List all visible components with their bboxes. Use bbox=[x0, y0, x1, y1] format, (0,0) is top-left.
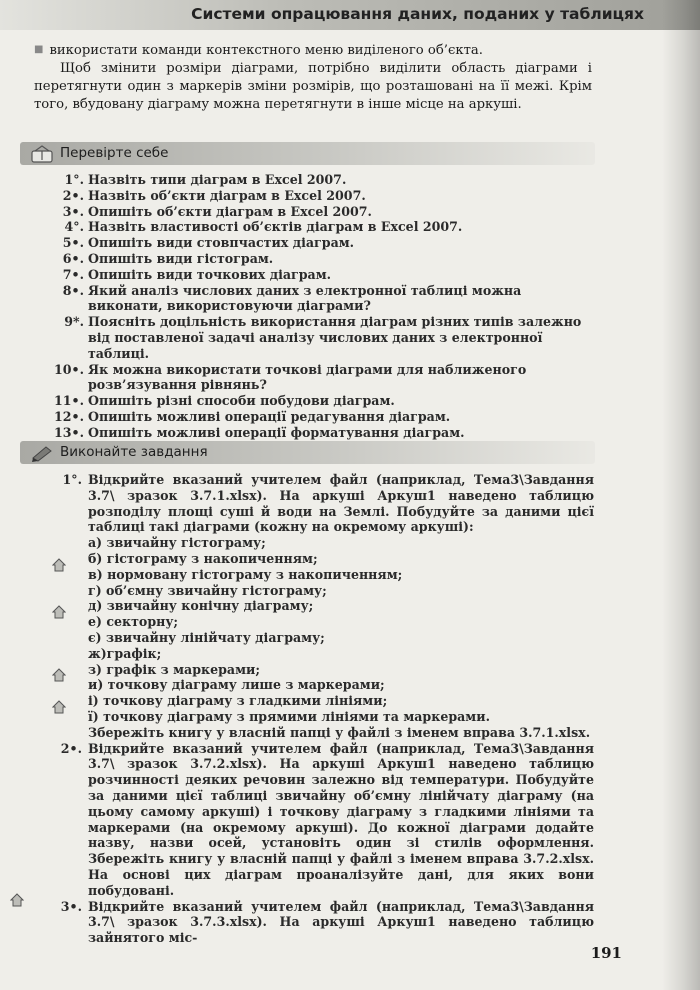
home-task-icon bbox=[52, 605, 66, 619]
intro-bullet-text: використати команди контекстного меню виділеного об’єкта. bbox=[49, 43, 483, 58]
list-item bbox=[34, 314, 594, 361]
item-text: Опишіть можливі операції форматування діаграм. bbox=[88, 424, 465, 440]
task-number: 2•. bbox=[60, 740, 82, 756]
sub-item: а) звичайну гістограму; bbox=[88, 535, 266, 551]
task-item bbox=[34, 741, 594, 899]
item-number: 6•. bbox=[62, 250, 84, 266]
home-task-icon bbox=[10, 893, 24, 907]
item-number: 5•. bbox=[62, 235, 84, 251]
sub-item: і) точкову діаграму з гладкими лініями; bbox=[88, 693, 388, 709]
list-item bbox=[34, 283, 594, 315]
list-item bbox=[34, 425, 594, 441]
page-number: 191 bbox=[590, 944, 622, 962]
check-questions-list bbox=[34, 172, 594, 441]
intro-bullet-line bbox=[34, 41, 592, 60]
bullet-icon: ■ bbox=[34, 44, 44, 55]
sub-item: б) гістограму з накопиченням; bbox=[88, 550, 318, 566]
list-item bbox=[34, 219, 594, 235]
home-task-icon bbox=[52, 558, 66, 572]
sub-item: и) точкову діаграму лише з маркерами; bbox=[88, 677, 385, 693]
item-number: 13•. bbox=[54, 424, 84, 440]
task-number: 3•. bbox=[60, 898, 82, 914]
task-item bbox=[34, 899, 594, 946]
item-text: Опишіть можливі операції редагування діаграм. bbox=[88, 408, 451, 424]
section-header-check bbox=[20, 142, 595, 165]
sub-item: є) звичайну лінійчату діаграму; bbox=[88, 629, 325, 645]
item-text: Опишіть види стовпчастих діаграм. bbox=[88, 235, 355, 251]
sub-item: ї) точкову діаграму з прямими лініями та маркерами. bbox=[88, 708, 490, 724]
pencil-icon bbox=[30, 444, 54, 462]
chapter-header-band bbox=[0, 0, 700, 30]
item-number: 10•. bbox=[54, 361, 84, 377]
list-item bbox=[34, 409, 594, 425]
sub-item: ж)графік; bbox=[88, 645, 162, 661]
task-text: Відкрийте вказаний учителем файл (наприклад, Тема3\Завдання 3.7\ зразок 3.7.2.xlsx). На аркуші Аркуш1 наведено таблицю розчинності деяких речовин залежно від температури. Побудуйте за даними цієї таблиці звичайну об’ємну лінійчату діаграму (на цьому самому аркуші) і точкову діаграму з гладкими лініями та маркерами (на окремому аркуші). До кожної діаграми додайте назву, назви осей, установіть один зі стилів оформлення. Збережіть книгу у власній папці у файлі з іменем вправа 3.7.2.xlsx. На основі цих діаграм проаналізуйте дані, для яких вони побудовані. bbox=[88, 740, 594, 898]
item-number: 4°. bbox=[64, 219, 84, 235]
page-spine-shadow bbox=[662, 0, 700, 990]
section-title-tasks: Виконайте завдання bbox=[60, 444, 208, 460]
item-number: 9*. bbox=[64, 314, 84, 330]
sub-item: з) графік з маркерами; bbox=[88, 661, 261, 677]
item-number: 11•. bbox=[54, 393, 84, 409]
item-text: Назвіть типи діаграм в Excel 2007. bbox=[88, 172, 347, 187]
item-number: 7•. bbox=[62, 266, 84, 282]
scales-icon bbox=[30, 145, 54, 163]
list-item bbox=[34, 362, 594, 394]
list-item bbox=[34, 204, 594, 220]
list-item bbox=[34, 267, 594, 283]
sub-item: г) об’ємну звичайну гістограму; bbox=[88, 582, 327, 598]
item-text: Як можна використати точкові діаграми для наближеного розв’язування рівнянь? bbox=[88, 361, 527, 393]
item-text: Опишіть різні способи побудови діаграм. bbox=[88, 393, 395, 409]
task-text: Відкрийте вказаний учителем файл (наприклад, Тема3\Завдання 3.7\ зразок 3.7.3.xlsx). На аркуші Аркуш1 наведено таблицю зайнятого міс- bbox=[88, 898, 594, 946]
tasks-list bbox=[34, 472, 594, 946]
task-outro: Збережіть книгу у власній папці у файлі з іменем вправа 3.7.1.xlsx. bbox=[88, 724, 591, 740]
intro-text bbox=[34, 41, 592, 114]
task-text bbox=[88, 472, 594, 741]
task-item bbox=[34, 472, 594, 741]
task-intro: Відкрийте вказаний учителем файл (наприклад, Тема3\Завдання 3.7\ зразок 3.7.1.xlsx). На аркуші Аркуш1 наведено таблицю розподілу площі суші й води на Землі. Побудуйте за даними цієї таблиці такі діаграми (кожну на окремому аркуші): bbox=[88, 472, 594, 535]
home-task-icon bbox=[52, 668, 66, 682]
item-number: 3•. bbox=[62, 203, 84, 219]
list-item bbox=[34, 251, 594, 267]
task-number: 1°. bbox=[62, 472, 82, 487]
item-text: Опишіть об’єкти діаграм в Excel 2007. bbox=[88, 203, 372, 219]
list-item bbox=[34, 235, 594, 251]
sub-item: в) нормовану гістограму з накопиченням; bbox=[88, 566, 403, 582]
item-number: 1°. bbox=[64, 172, 84, 187]
list-item bbox=[34, 188, 594, 204]
item-text: Опишіть види точкових діаграм. bbox=[88, 266, 332, 282]
section-title-check: Перевірте себе bbox=[60, 145, 169, 161]
intro-paragraph: Щоб змінити розміри діаграми, потрібно виділити область діаграми і перетягнути один з маркерів зміни розмірів, що розташовані на її межі. Крім того, вбудовану діаграму можна перетягнути в інше місце на аркуші. bbox=[34, 61, 592, 112]
sub-item: д) звичайну конічну діаграму; bbox=[88, 598, 314, 614]
item-text: Опишіть види гістограм. bbox=[88, 250, 274, 266]
item-number: 8•. bbox=[62, 282, 84, 298]
list-item bbox=[34, 172, 594, 188]
item-text: Який аналіз числових даних з електронної таблиці можна виконати, використовуючи діаграми? bbox=[88, 282, 522, 314]
item-number: 2•. bbox=[62, 187, 84, 203]
list-item bbox=[34, 393, 594, 409]
item-text: Назвіть об’єкти діаграм в Excel 2007. bbox=[88, 187, 366, 203]
section-header-tasks bbox=[20, 441, 595, 464]
chapter-title: Системи опрацювання даних, поданих у таблицях bbox=[191, 5, 644, 23]
item-text: Поясніть доцільність використання діаграм різних типів залежно від поставленої задачі аналізу числових даних з електронної таблиці. bbox=[88, 314, 582, 361]
item-number: 12•. bbox=[54, 408, 84, 424]
item-text: Назвіть властивості об’єктів діаграм в Excel 2007. bbox=[88, 219, 463, 235]
sub-item: е) секторну; bbox=[88, 614, 179, 630]
home-task-icon bbox=[52, 700, 66, 714]
